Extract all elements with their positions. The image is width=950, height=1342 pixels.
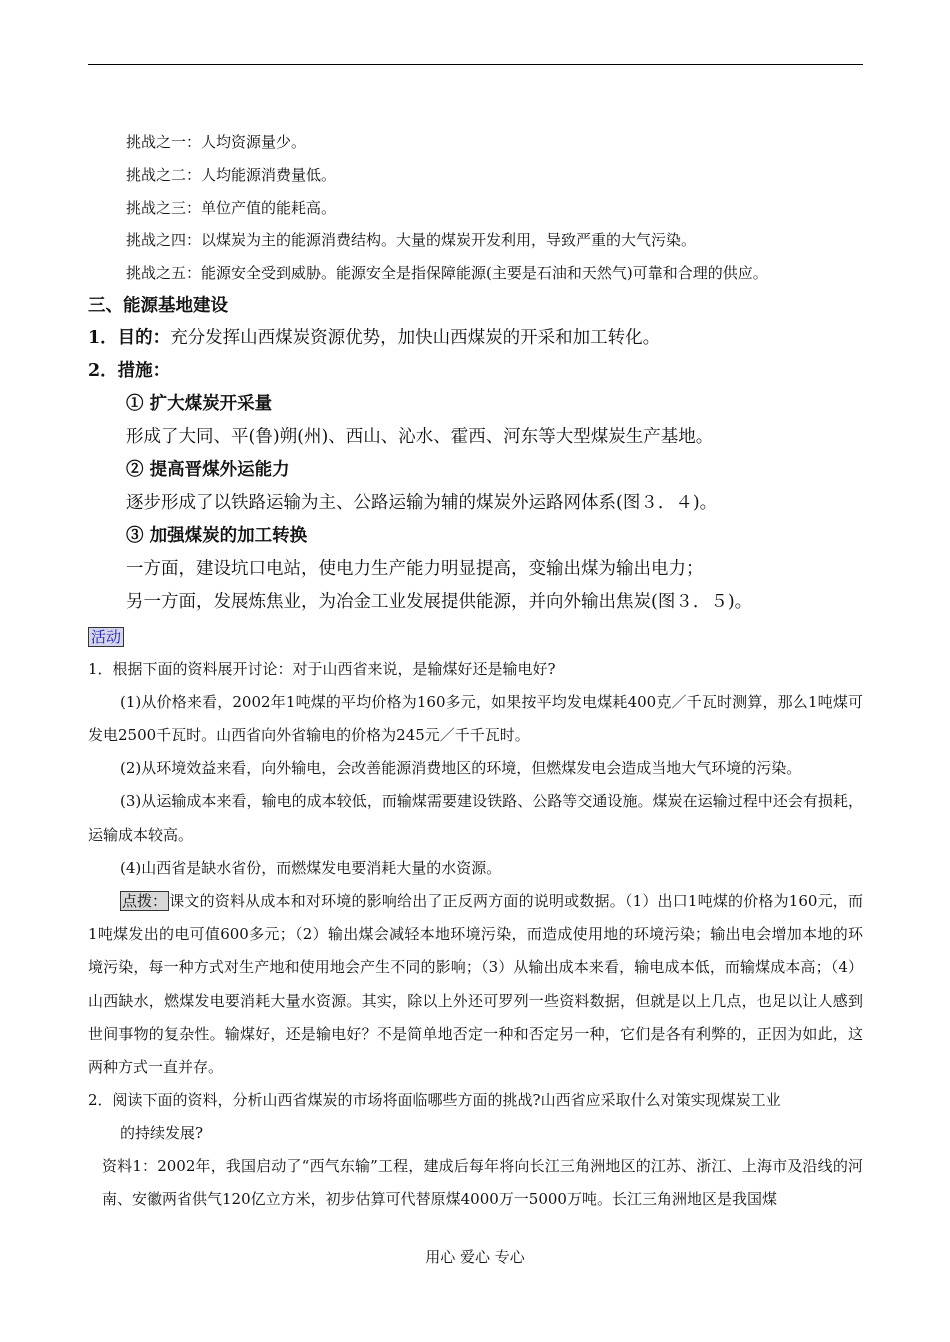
measure-3-text-2: 另一方面，发展炼焦业，为冶金工业发展提供能源，并向外输出焦炭(图３．５)。 — [126, 591, 753, 612]
section-heading: 三、能源基地建设 — [88, 295, 228, 316]
hint-label: 点拨： — [122, 892, 168, 910]
measures-label: 2．措施： — [88, 361, 171, 382]
measure-3-text-1: 一方面，建设坑口电站，使电力生产能力明显提高，变输出煤为输出电力； — [126, 558, 704, 579]
question-1: 1．根据下面的资料展开讨论：对于山西省来说，是输煤好还是输电好? — [88, 659, 556, 678]
activity-tag: 活动 — [88, 627, 124, 647]
challenge-item: 挑战之五：能源安全受到威胁。能源安全是指保障能源(主要是石油和天然气)可靠和合理的供应。 — [126, 264, 768, 283]
challenge-item: 挑战之三：单位产值的能耗高。 — [126, 198, 337, 217]
material-para-2: (2)从环境效益来看，向外输电，会改善能源消费地区的环境，但燃煤发电会造成当地大气环境的污染。 — [120, 759, 802, 778]
question-2-line-2: 的持续发展? — [120, 1124, 204, 1143]
hint-paragraph — [88, 885, 863, 1084]
material-para-1: (1)从价格来看，2002年1吨煤的平均价格为160多元，如果按平均发电煤耗400克／千瓦时测算，那么1吨煤可发电2500千瓦时。山西省向外省输电的价格为245元／千千瓦时。 — [88, 692, 863, 744]
material-1: 资料1：2002年，我国启动了“西气东输”工程，建成后每年将向长江三角洲地区的江苏、浙江、上海市及沿线的河南、安徽两省供气120亿立方米，初步估算可代替原煤4000万一5000万吨。长江三角洲地区是我国煤 — [102, 1156, 863, 1209]
challenge-item: 挑战之二：人均能源消费量低。 — [126, 165, 337, 184]
material-para-3: (3)从运输成本来看，输电的成本较低，而输煤需要建设铁路、公路等交通设施。煤炭在运输过程中还会有损耗，运输成本较高。 — [88, 792, 863, 844]
measure-3-title: ③ 加强煤炭的加工转换 — [126, 525, 308, 546]
header-rule — [88, 64, 863, 65]
question-2-line-1: 2．阅读下面的资料，分析山西省煤炭的市场将面临哪些方面的挑战?山西省应采取什么对策实现煤炭工业 — [88, 1091, 781, 1110]
measure-1-text: 形成了大同、平(鲁)朔(州)、西山、沁水、霍西、河东等大型煤炭生产基地。 — [126, 426, 714, 447]
measure-2-text: 逐步形成了以铁路运输为主、公路运输为辅的煤炭外运路网体系(图３．４)。 — [126, 492, 718, 513]
material-para-4: (4)山西省是缺水省份，而燃煤发电要消耗大量的水资源。 — [120, 858, 502, 877]
purpose-label: 1．目的： — [88, 328, 171, 349]
document-body — [88, 126, 863, 1216]
challenge-item: 挑战之一：人均资源量少。 — [126, 133, 307, 151]
purpose-text: 充分发挥山西煤炭资源优势，加快山西煤炭的开采和加工转化。 — [170, 328, 661, 349]
challenge-item: 挑战之四：以煤炭为主的能源消费结构。大量的煤炭开发利用，导致严重的大气污染。 — [126, 231, 697, 250]
page-footer: 用心 爱心 专心 — [425, 1248, 525, 1266]
measure-1-title: ① 扩大煤炭开采量 — [126, 393, 273, 414]
measure-2-title: ② 提高晋煤外运能力 — [126, 459, 290, 480]
hint-text: 课文的资料从成本和对环境的影响给出了正反两方面的说明或数据。（1）出口1吨煤的价格为160元，而1吨煤发出的电可值600多元；（2）输出煤会减轻本地环境污染，而造成使用地的环境污染；输出电会增加本地的环境污染，每一种方式对生产地和使用地会产生不同的影响；（3）从输出成本来看，输电成本低，而输煤成本高；（4）山西缺水，燃煤发电要消耗大量水资源。其实，除以上外还可罗列一些资料数据，但就是以上几点，也足以让人感到世间事物的复杂性。输煤好，还是输电好？不是简单地否定一种和否定另一种，它们是各有利弊的，正因为如此，这两种方式一直并存。 — [88, 892, 863, 1077]
challenge-list — [88, 126, 863, 290]
purpose-line — [88, 322, 863, 355]
